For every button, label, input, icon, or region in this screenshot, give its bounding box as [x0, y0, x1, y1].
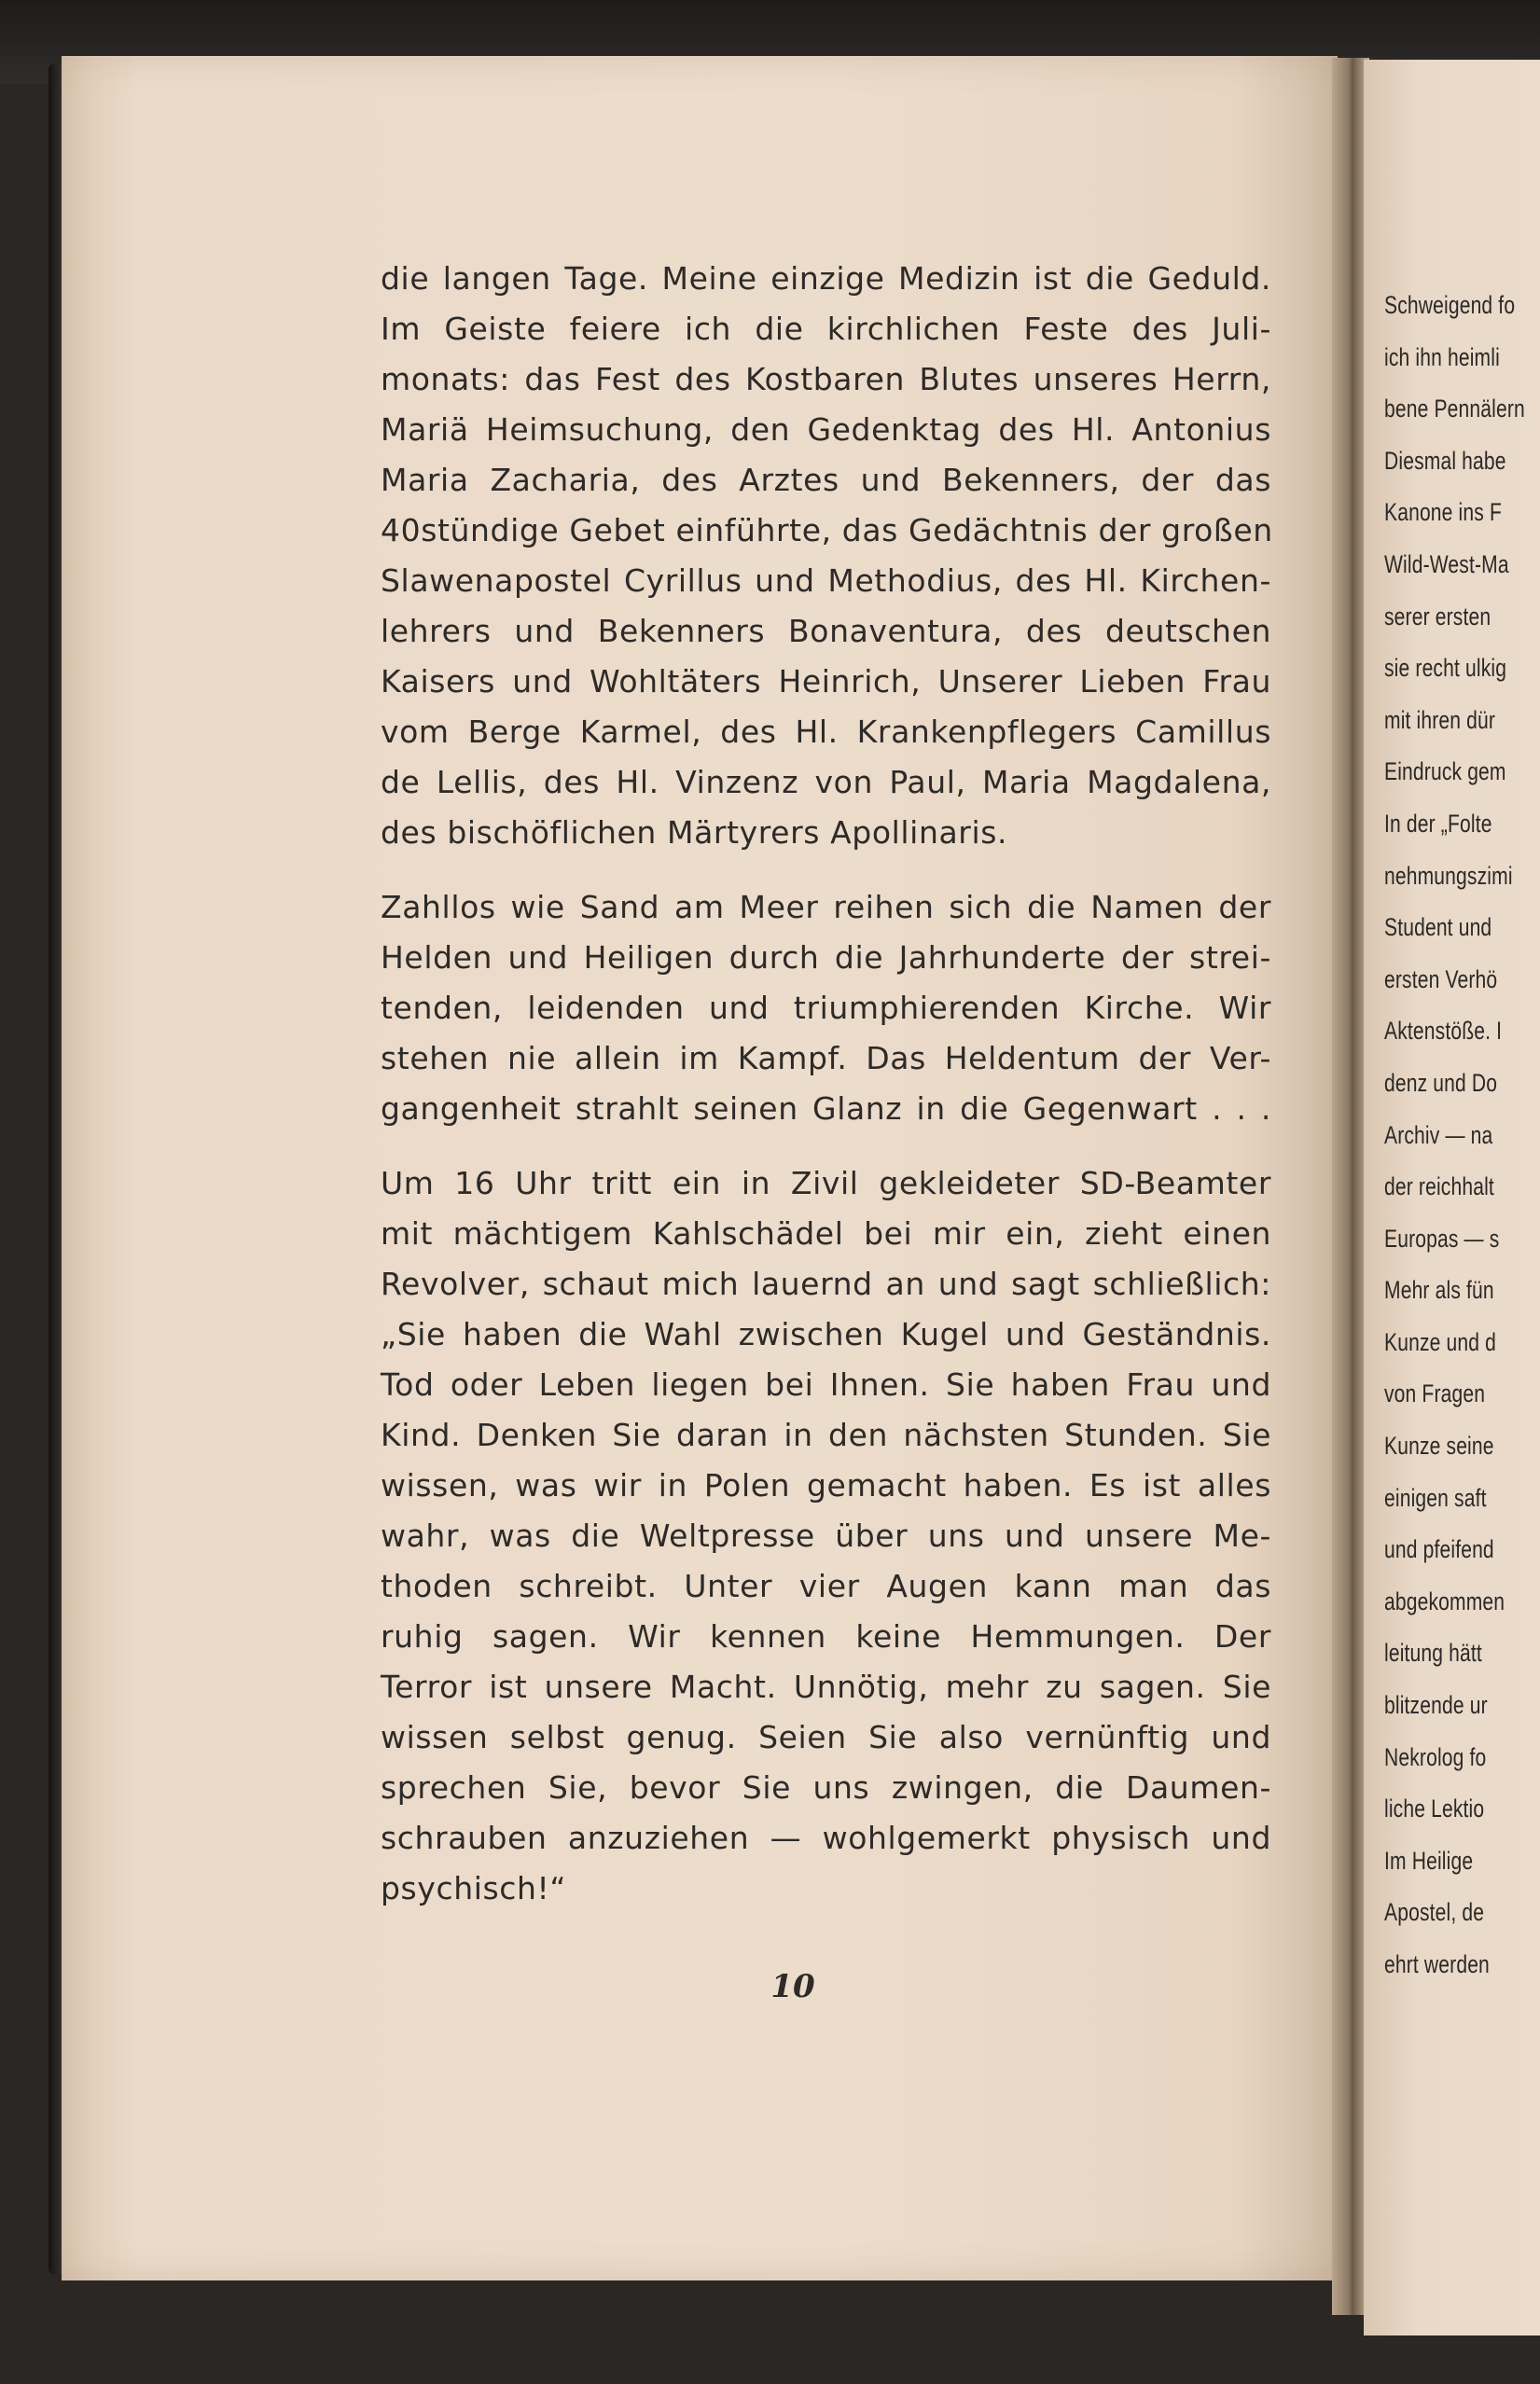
text-line: blitzende ur	[1384, 1691, 1488, 1720]
text-line: wissen selbst genug. Seien Sie also vernünftig und	[381, 1719, 1271, 1755]
text-line: „Sie haben die Wahl zwischen Kugel und Geständnis.	[381, 1316, 1271, 1352]
text-line: Kanone ins F	[1384, 498, 1502, 527]
text-line: ich ihn heimli	[1384, 342, 1500, 371]
text-line: denz und Do	[1384, 1068, 1498, 1097]
text-line: und pfeifend	[1384, 1535, 1494, 1564]
text-line: des bischöflichen Märtyrers Apollinaris.	[381, 814, 1008, 851]
text-line: ehrt werden	[1384, 1950, 1490, 1978]
text-line: Mariä Heimsuchung, den Gedenktag des Hl. Antonius	[381, 411, 1271, 448]
text-line: leitung hätt	[1384, 1639, 1482, 1668]
text-line: nehmungszimi	[1384, 861, 1513, 890]
text-line: Mehr als fün	[1384, 1276, 1494, 1305]
text-line: Kaisers und Wohltäters Heinrich, Unserer Lieben Frau	[381, 663, 1271, 700]
text-line: bene Pennälern	[1384, 395, 1525, 423]
text-line: tenden, leidenden und triumphierenden Kirche. Wir	[381, 990, 1271, 1026]
text-line: Im Geiste feiere ich die kirchlichen Feste des Juli-	[381, 311, 1271, 347]
text-line: liche Lektio	[1384, 1795, 1485, 1823]
text-line: psychisch!“	[381, 1870, 567, 1906]
text-line: lehrers und Bekenners Bonaventura, des deutschen	[381, 613, 1271, 649]
text-line: Student und	[1384, 913, 1492, 942]
text-line: Maria Zacharia, des Arztes und Bekenners, der das	[381, 462, 1271, 498]
text-line: sie recht ulkig	[1384, 654, 1507, 683]
text-line: Um 16 Uhr tritt ein in Zivil gekleideter SD-Beamter	[381, 1165, 1271, 1201]
text-line: de Lellis, des Hl. Vinzenz von Paul, Maria Magdalena,	[381, 764, 1271, 800]
text-line: vom Berge Karmel, des Hl. Krankenpflegers Camillus	[381, 714, 1271, 750]
text-line: der reichhalt	[1384, 1172, 1494, 1201]
text-line: mit mächtigem Kahlschädel bei mir ein, zieht einen	[381, 1215, 1271, 1252]
text-line: Europas — s	[1384, 1224, 1500, 1253]
text-line: von Fragen	[1384, 1379, 1486, 1408]
text-line: 40stündige Gebet einführte, das Gedächtnis der großen	[381, 512, 1273, 548]
text-line: Aktenstöße. I	[1384, 1017, 1503, 1046]
text-line: Kunze und d	[1384, 1327, 1496, 1356]
text-line: wissen, was wir in Polen gemacht haben. Es ist alles	[381, 1467, 1271, 1504]
text-line: Apostel, de	[1384, 1898, 1485, 1927]
text-line: wahr, was die Weltpresse über uns und unsere Me-	[381, 1518, 1271, 1554]
text-line: einigen saft	[1384, 1483, 1487, 1512]
text-line: ersten Verhö	[1384, 964, 1498, 993]
text-line: Im Heilige	[1384, 1846, 1474, 1875]
left-page-text	[381, 254, 1271, 1914]
text-line: Revolver, schaut mich lauernd an und sagt schließlich:	[381, 1266, 1271, 1302]
paragraph-feasts	[381, 254, 1271, 858]
text-line: Zahllos wie Sand am Meer reihen sich die Namen der	[381, 889, 1271, 925]
text-line: monats: das Fest des Kostbaren Blutes unseres Herrn,	[381, 361, 1271, 397]
paragraph-interrogation	[381, 1158, 1271, 1914]
text-line: Helden und Heiligen durch die Jahrhunderte der strei-	[381, 939, 1271, 976]
text-line: Slawenapostel Cyrillus und Methodius, des Hl. Kirchen-	[381, 562, 1271, 599]
text-line: abgekommen	[1384, 1587, 1505, 1615]
text-line: Nekrolog fo	[1384, 1742, 1487, 1771]
text-line: serer ersten	[1384, 602, 1491, 631]
text-line: Tod oder Leben liegen bei Ihnen. Sie haben Frau und	[381, 1366, 1271, 1403]
text-line: die langen Tage. Meine einzige Medizin ist die Geduld.	[381, 260, 1271, 297]
text-line: Diesmal habe	[1384, 446, 1506, 475]
right-page-text	[1384, 280, 1525, 1991]
text-line: Eindruck gem	[1384, 757, 1506, 786]
text-line: Archiv — na	[1384, 1120, 1493, 1149]
paragraph-saints	[381, 882, 1271, 1134]
text-line: ruhig sagen. Wir kennen keine Hemmungen. Der	[381, 1618, 1271, 1655]
page-number: 10	[770, 1968, 815, 2005]
text-line: Wild-West-Ma	[1384, 549, 1509, 578]
text-line: thoden schreibt. Unter vier Augen kann man das	[381, 1568, 1271, 1604]
text-line: Kunze seine	[1384, 1432, 1494, 1461]
text-line: stehen nie allein im Kampf. Das Heldentum der Ver-	[381, 1040, 1271, 1076]
text-line: sprechen Sie, bevor Sie uns zwingen, die Daumen-	[381, 1769, 1271, 1806]
text-line: schrauben anzuziehen — wohlgemerkt physisch und	[381, 1820, 1271, 1856]
text-line: mit ihren dür	[1384, 705, 1496, 734]
text-line: Terror ist unsere Macht. Unnötig, mehr zu sagen. Sie	[381, 1669, 1271, 1705]
text-line: In der „Folte	[1384, 809, 1492, 838]
text-line: gangenheit strahlt seinen Glanz in die Gegenwart . . .	[381, 1090, 1271, 1127]
text-line: Kind. Denken Sie daran in den nächsten Stunden. Sie	[381, 1417, 1271, 1453]
text-line: Schweigend fo	[1384, 291, 1516, 319]
